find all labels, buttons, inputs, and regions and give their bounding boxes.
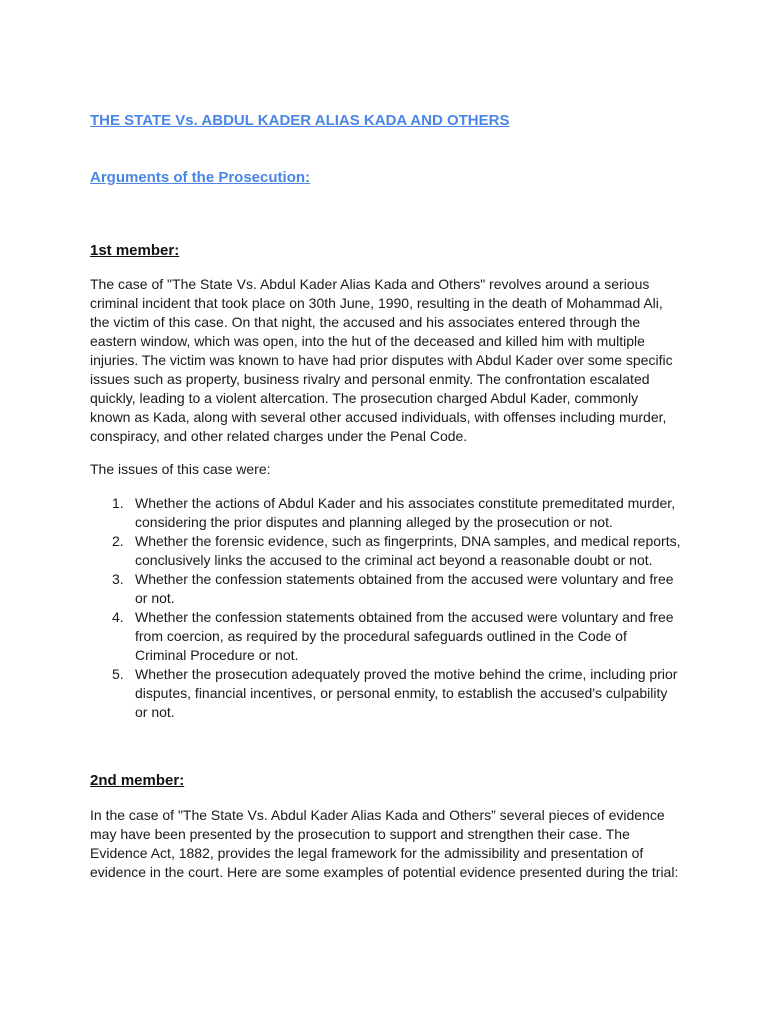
list-item [90,532,682,570]
list-item-text: Whether the prosecution adequately proved the motive behind the crime, including prior disputes, financial incentives, or personal enmity, to establish the accused's culpability or not. [135,666,678,720]
member2-paragraph: In the case of "The State Vs. Abdul Kader Alias Kada and Others” several pieces of evidence may have been presented by the prosecution to support and strengthen their case. The Evidence Act, 1882, provides the legal framework for the admissibility and presentation of evidence in the court. Here are some examples of potential evidence presented during the trial: [90,807,679,880]
document-title: THE STATE Vs. ABDUL KADER ALIAS KADA AND OTHERS [90,112,510,129]
list-item-number: 3. [112,571,124,587]
list-item [90,608,682,665]
list-item-number: 5. [112,666,124,682]
issues-intro: The issues of this case were: [90,461,271,477]
list-item [90,665,682,722]
list-item-text: Whether the forensic evidence, such as fingerprints, DNA samples, and medical reports, conclusively links the accused to the criminal act beyond a reasonable doubt or not. [135,533,681,568]
list-item-text: Whether the actions of Abdul Kader and his associates constitute premeditated murder, considering the prior disputes and planning alleged by the prosecution or not. [135,495,676,530]
list-item-text: Whether the confession statements obtained from the accused were voluntary and free from coercion, as required by the procedural safeguards outlined in the Code of Criminal Procedure or not. [135,609,674,663]
issues-list [90,494,682,722]
list-item-number: 2. [112,533,124,549]
list-item-number: 1. [112,495,124,511]
member1-paragraph: The case of "The State Vs. Abdul Kader Alias Kada and Others" revolves around a serious criminal incident that took place on 30th June, 1990, resulting in the death of Mohammad Ali, the victim of this case. On that night, the accused and his associates entered through the eastern window, which was open, into the hut of the deceased and killed him with multiple injuries. The victim was known to have had prior disputes with Abdul Kader over some specific issues such as property, business rivalry and personal enmity. The confrontation escalated quickly, leading to a violent altercation. The prosecution charged Abdul Kader, commonly known as Kada, along with several other accused individuals, with offenses including murder, conspiracy, and other related charges under the Penal Code. [90,276,673,444]
member-heading-1: 1st member: [90,242,180,259]
list-item-text: Whether the confession statements obtained from the accused were voluntary and free or not. [135,571,674,606]
section-heading-arguments: Arguments of the Prosecution: [90,169,311,186]
list-item-number: 4. [112,609,124,625]
member-heading-2: 2nd member: [90,772,185,789]
list-item [90,494,682,532]
list-item [90,570,682,608]
